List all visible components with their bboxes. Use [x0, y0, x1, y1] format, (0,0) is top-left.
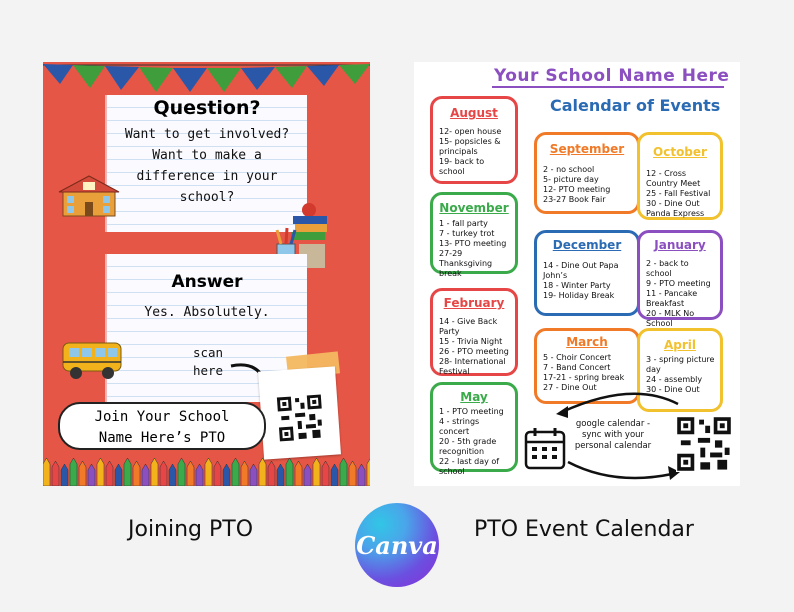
calendar-qr-code-icon[interactable]	[676, 416, 732, 472]
question-line: Want to make a	[152, 148, 262, 163]
month-heading: February	[443, 296, 505, 310]
event-list	[543, 165, 633, 205]
event-item: 13- PTO meeting	[439, 239, 507, 248]
event-list	[439, 219, 511, 279]
month-box-november	[430, 192, 518, 278]
pencil	[304, 464, 311, 486]
pencil	[43, 458, 50, 486]
month-box-october	[637, 132, 723, 220]
pencil	[115, 464, 122, 486]
pencil	[313, 458, 320, 486]
pencil	[259, 458, 266, 486]
question-line: Want to get involved?	[124, 127, 290, 142]
pencil	[88, 464, 95, 486]
join-line: Name Here’s PTO	[98, 430, 226, 446]
join-line: Join Your School	[94, 409, 230, 425]
pencil	[169, 464, 176, 486]
event-item: 25 - Fall Festival	[646, 189, 711, 198]
month-box-december	[534, 230, 640, 316]
event-item: 11 - Pancake Breakfast	[646, 289, 698, 308]
schoolhouse-icon	[57, 172, 121, 218]
pencil	[151, 458, 158, 486]
pencil	[61, 464, 68, 486]
event-item: 22 - last day of school	[439, 457, 500, 476]
answer-text: Yes. Absolutely.	[144, 305, 270, 320]
qr-code-icon[interactable]	[276, 393, 325, 442]
event-item: 12 - Cross Country Meet	[646, 169, 701, 188]
question-text	[107, 124, 307, 208]
pencil	[97, 458, 104, 486]
month-box-january	[637, 230, 723, 328]
pencil	[232, 458, 239, 486]
pencil	[52, 461, 59, 486]
event-item: 9 - PTO meeting	[646, 279, 711, 288]
event-item: 2 - back to school	[646, 259, 689, 278]
event-item: 14 - Give Back Party	[439, 317, 498, 336]
pencil	[178, 458, 185, 486]
month-heading: November	[439, 201, 509, 215]
event-item: 12- PTO meeting	[543, 185, 611, 194]
event-item: 27-29 Thanksgiving break	[439, 249, 493, 278]
school-name-title: Your School Name Here	[494, 66, 730, 86]
event-item: 15- popsicles & principals	[439, 137, 501, 156]
pencil	[70, 458, 77, 486]
month-heading: December	[552, 238, 622, 252]
joining-pto-poster	[43, 62, 370, 486]
join-pto-banner	[58, 402, 266, 450]
scan-here-label	[183, 344, 233, 380]
event-list	[543, 261, 633, 301]
pencil	[106, 461, 113, 486]
question-line: difference in your	[136, 169, 278, 184]
arrow-to-qr-icon	[564, 458, 684, 486]
month-heading: May	[460, 390, 488, 404]
event-item: 15 - Trivia Night	[439, 337, 503, 346]
school-bus-icon	[61, 337, 125, 381]
month-heading: September	[549, 142, 625, 156]
pencil-border-decoration	[43, 454, 370, 486]
pencil	[223, 464, 230, 486]
event-item: 19- back to school	[439, 157, 485, 176]
scan-line: here	[192, 363, 224, 378]
event-item: 18 - Winter Party	[543, 281, 611, 290]
canva-logo-text: Canva	[356, 530, 438, 560]
event-list	[439, 317, 511, 377]
qr-paper	[258, 366, 341, 459]
event-item: 12- open house	[439, 127, 502, 136]
question-title: Question?	[153, 97, 261, 119]
event-item: 30 - Dine Out Panda Express	[646, 199, 705, 218]
pencil	[331, 464, 338, 486]
month-box-february	[430, 288, 518, 376]
event-item: 7 - Band Concert	[543, 363, 611, 372]
event-item: 20 - MLK No School	[646, 309, 695, 328]
month-heading: October	[653, 145, 707, 159]
event-item: 26 - PTO meeting	[439, 347, 509, 356]
event-item: 17-21 - spring break	[543, 373, 625, 382]
event-item: 5 - Choir Concert	[543, 353, 611, 362]
event-item: 30 - Dine Out	[646, 385, 700, 394]
canva-logo	[355, 503, 439, 587]
note-line: google calendar -	[575, 419, 651, 429]
event-list	[439, 407, 511, 477]
pencil	[286, 458, 293, 486]
event-item: 3 - spring picture day	[646, 355, 715, 374]
event-item: 14 - Dine Out Papa John’s	[543, 261, 619, 280]
calendar-title: Calendar of Events	[550, 96, 721, 115]
month-box-may	[430, 382, 518, 476]
event-item: 2 - no school	[543, 165, 595, 174]
pencil	[367, 458, 370, 486]
event-list	[646, 169, 716, 219]
event-item: 23-27 Book Fair	[543, 195, 606, 204]
pencil	[196, 464, 203, 486]
pencil	[277, 464, 284, 486]
pencil	[250, 464, 257, 486]
event-item: 19- Holiday Break	[543, 291, 615, 300]
month-heading: March	[566, 335, 608, 349]
event-list	[439, 127, 511, 177]
event-item: 27 - Dine Out	[543, 383, 597, 392]
pencil	[124, 458, 131, 486]
event-item: 4 - strings concert	[439, 417, 480, 436]
month-box-august	[430, 96, 518, 184]
event-calendar-poster	[414, 62, 740, 486]
month-box-september	[534, 132, 640, 214]
pencil	[214, 461, 221, 486]
pencil	[340, 458, 347, 486]
pencil	[358, 464, 365, 486]
calendar-icon	[524, 426, 566, 470]
event-item: 28- International Festival	[439, 357, 506, 376]
pencil	[79, 461, 86, 486]
question-line: school?	[179, 190, 235, 205]
school-name-underline	[492, 86, 724, 88]
month-heading: August	[450, 106, 498, 120]
pencil	[241, 461, 248, 486]
month-heading: April	[663, 338, 697, 352]
pencil	[268, 461, 275, 486]
event-item: 1 - fall party	[439, 219, 488, 228]
pencil	[187, 461, 194, 486]
pencil	[322, 461, 329, 486]
pencil	[142, 464, 149, 486]
event-item: 5- picture day	[543, 175, 599, 184]
answer-title: Answer	[171, 272, 243, 292]
note-line: sync with your	[581, 430, 645, 440]
pencil	[205, 458, 212, 486]
event-item: 1 - PTO meeting	[439, 407, 504, 416]
joining-pto-label: Joining PTO	[128, 517, 254, 542]
month-heading: January	[654, 238, 706, 252]
event-calendar-label: PTO Event Calendar	[474, 517, 694, 542]
note-line: personal calendar	[574, 441, 652, 451]
event-list	[646, 259, 716, 329]
pencil	[133, 461, 140, 486]
event-item: 7 - turkey trot	[439, 229, 495, 238]
pencil	[349, 461, 356, 486]
pencil	[295, 461, 302, 486]
google-calendar-note	[566, 419, 660, 452]
event-item: 24 - assembly	[646, 375, 703, 384]
event-item: 20 - 5th grade recognition	[439, 437, 497, 456]
pencil	[160, 461, 167, 486]
scan-line: scan	[192, 345, 224, 360]
arrow-to-calendar-icon	[552, 386, 682, 422]
